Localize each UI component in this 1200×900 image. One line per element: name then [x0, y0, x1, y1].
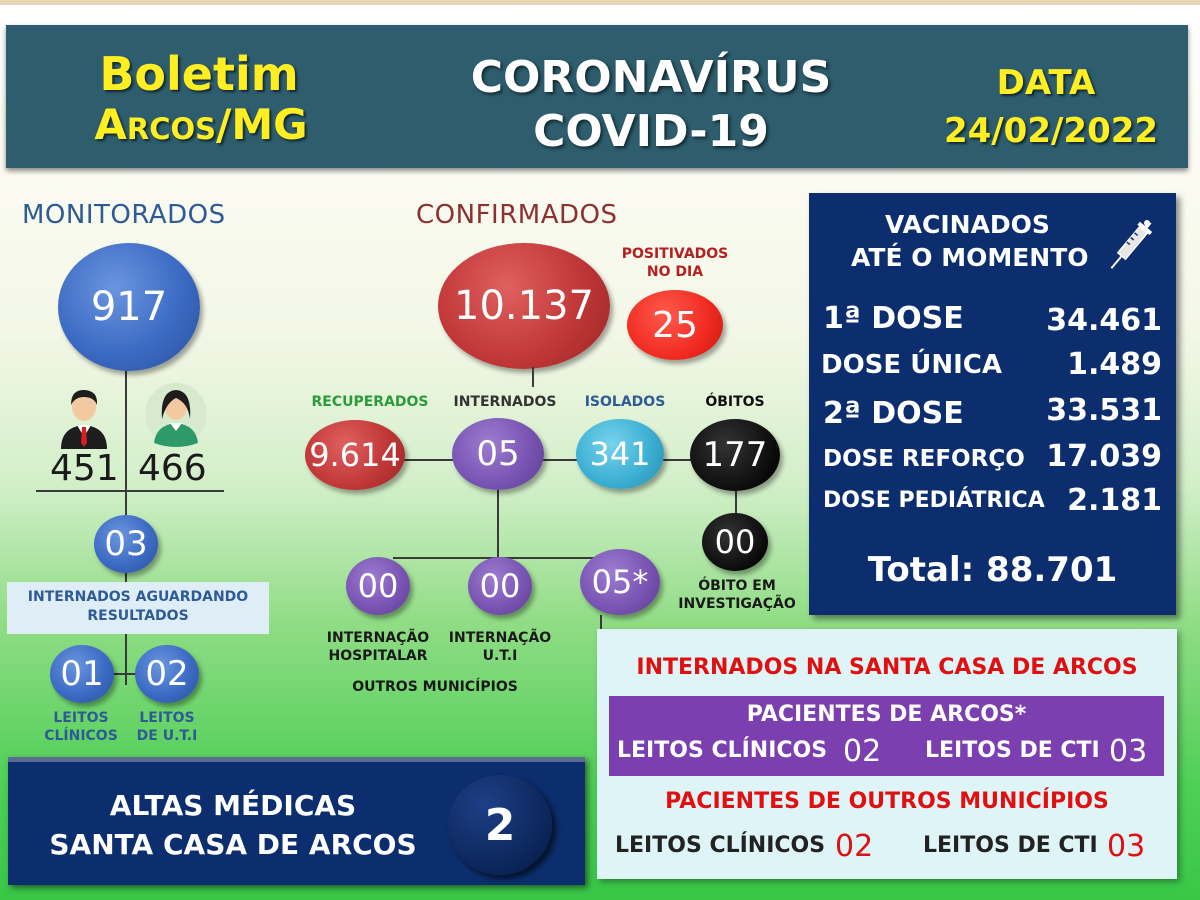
leitos-uti-bubble: [135, 645, 199, 703]
outros-leitos-cti-value: 03: [1107, 829, 1146, 864]
internados-aguardando-value: 03: [104, 524, 148, 564]
pacientes-arcos-title: PACIENTES DE ARCOS*: [746, 702, 1027, 727]
leitos-uti-value: 02: [145, 654, 189, 694]
dose-unica-value: 1.489: [1067, 347, 1162, 382]
arcos-leitos-clinicos-value: 02: [843, 734, 882, 769]
internados-aguardando-label: INTERNADOS AGUARDANDO RESULTADOS: [27, 589, 249, 624]
city-title: Arcos/MG: [94, 100, 308, 149]
confirmados-total-bubble: [438, 243, 610, 369]
homens-count: 451: [50, 448, 119, 489]
monitorados-title: MONITORADOS: [22, 200, 226, 230]
arcos-leitos-cti-label: LEITOS DE CTI: [925, 738, 1100, 763]
isolados-label: ISOLADOS: [584, 394, 666, 410]
outros-municipios-label: OUTROS MUNICÍPIOS: [352, 679, 518, 695]
altas-value-bubble: [448, 775, 552, 875]
internacao-uti-label: INTERNAÇÃO U.T.I: [448, 630, 552, 664]
recuperados-value: 9.614: [309, 436, 401, 474]
dose2-label: 2ª DOSE: [823, 396, 964, 431]
outros-municipios-bubble: [580, 549, 660, 615]
vacinados-total: Total: 88.701: [867, 550, 1118, 590]
pacientes-arcos-bar: [609, 696, 1164, 776]
monitorados-total-bubble: [58, 243, 200, 371]
obito-investigacao-bubble: [702, 513, 768, 571]
leitos-clinicos-label: LEITOS CLÍNICOS: [44, 710, 118, 744]
pediatrica-label: DOSE PEDIÁTRICA: [823, 488, 1045, 513]
obito-investigacao-label: ÓBITO EM INVESTIGAÇÃO: [678, 578, 796, 612]
confirmados-total: 10.137: [454, 283, 594, 329]
dose1-value: 34.461: [1046, 303, 1162, 338]
boletim-title: Boletim: [99, 47, 299, 101]
outros-leitos-clinicos-label: LEITOS CLÍNICOS: [615, 833, 826, 858]
internacao-hospitalar-value: 00: [357, 567, 399, 605]
woman-icon: [144, 381, 208, 447]
altas-linha2: SANTA CASA DE ARCOS: [49, 828, 417, 861]
pediatrica-value: 2.181: [1067, 483, 1162, 518]
recuperados-label: RECUPERADOS: [311, 394, 429, 410]
connector-line: [497, 485, 499, 559]
vacinados-title-2: ATÉ O MOMENTO: [851, 243, 1089, 272]
internados-aguardando-bubble: [94, 515, 158, 573]
header-banner: [6, 25, 1188, 168]
dose2-value: 33.531: [1046, 393, 1162, 428]
dose-unica-label: DOSE ÚNICA: [821, 350, 1002, 380]
confirmados-title: CONFIRMADOS: [416, 200, 618, 230]
internados-bubble: [452, 418, 544, 490]
altas-medicas-box: [8, 757, 585, 885]
internacao-hospitalar-bubble: [346, 557, 410, 615]
leitos-clinicos-bubble: [50, 645, 114, 703]
internados-aguardando-box: [7, 582, 269, 634]
man-icon: [57, 383, 111, 449]
internacao-hospitalar-label: INTERNAÇÃO HOSPITALAR: [326, 630, 430, 664]
arcos-leitos-cti-value: 03: [1109, 734, 1148, 769]
obito-investigacao-value: 00: [714, 523, 756, 561]
mulheres-count: 466: [138, 448, 207, 489]
coronavirus-title: CORONAVÍRUS: [470, 52, 832, 103]
vacinados-title-1: VACINADOS: [885, 210, 1050, 239]
syringe-icon: [1105, 215, 1155, 277]
vacinados-panel: [809, 193, 1176, 615]
altas-linha1: ALTAS MÉDICAS: [109, 789, 357, 822]
altas-value: 2: [484, 799, 516, 851]
monitorados-total: 917: [90, 284, 168, 330]
connector-line: [532, 367, 534, 387]
isolados-bubble: [576, 419, 664, 489]
santa-casa-box: [597, 629, 1177, 879]
santa-casa-title: INTERNADOS NA SANTA CASA DE ARCOS: [636, 655, 1138, 680]
arcos-leitos-clinicos-label: LEITOS CLÍNICOS: [617, 738, 828, 763]
outros-leitos-cti-label: LEITOS DE CTI: [923, 833, 1098, 858]
obitos-label: ÓBITOS: [705, 394, 765, 410]
obitos-bubble: [690, 419, 780, 491]
positivados-bubble: [627, 290, 723, 360]
date-label: DATA: [996, 63, 1096, 103]
leitos-uti-label: LEITOS DE U.T.I: [136, 710, 198, 744]
covid-title: COVID-19: [533, 106, 769, 157]
internacao-uti-value: 00: [479, 567, 521, 605]
obitos-value: 177: [702, 435, 768, 475]
pacientes-outros-title: PACIENTES DE OUTROS MUNICÍPIOS: [665, 789, 1109, 814]
outros-leitos-clinicos-value: 02: [835, 829, 874, 864]
connector-line: [36, 490, 224, 492]
isolados-value: 341: [589, 435, 651, 473]
internacao-uti-bubble: [468, 557, 532, 615]
recuperados-bubble: [305, 420, 405, 490]
internados-value: 05: [476, 434, 520, 474]
internados-label: INTERNADOS: [453, 394, 557, 410]
dose1-label: 1ª DOSE: [823, 301, 964, 336]
leitos-clinicos-value: 01: [60, 654, 104, 694]
positivados-value: 25: [652, 304, 698, 346]
positivados-label: POSITIVADOS NO DIA: [621, 246, 729, 280]
reforco-label: DOSE REFORÇO: [823, 446, 1025, 472]
reforco-value: 17.039: [1046, 439, 1162, 474]
outros-municipios-value: 05*: [591, 563, 649, 601]
date-value: 24/02/2022: [943, 111, 1159, 151]
